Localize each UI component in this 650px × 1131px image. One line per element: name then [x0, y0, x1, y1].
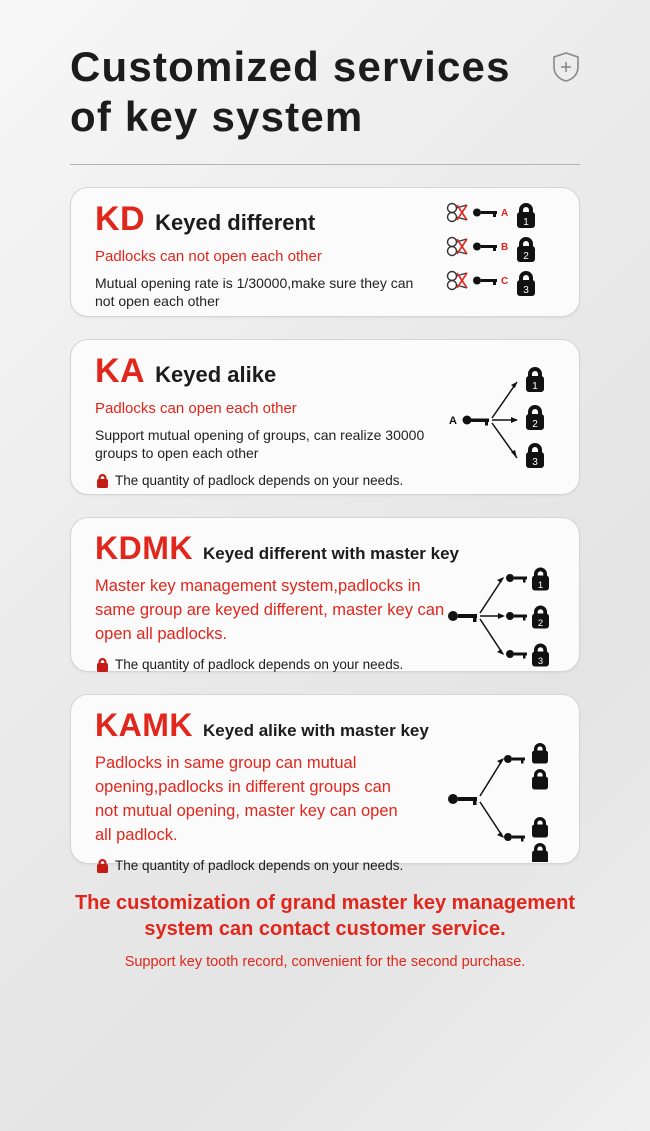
- card-kamk-diagram: [443, 737, 563, 862]
- card-kdmk: [70, 517, 580, 672]
- red-padlock-icon: [95, 857, 110, 874]
- card-kamk: [70, 694, 580, 873]
- card-ka: [70, 339, 580, 495]
- svg-text:1: 1: [537, 580, 544, 591]
- card-kamk-note-label: The quantity of padlock depends on your needs.: [115, 858, 404, 873]
- card-ka-description: Support mutual opening of groups, can realize 30000 groups to open each other: [95, 427, 425, 461]
- page-title: Customized services of key system: [70, 43, 511, 140]
- header: [70, 0, 580, 165]
- red-padlock-icon: [95, 656, 110, 673]
- card-kdmk-subtitle: Master key management system,padlocks in same group are keyed different, master key can open all padlocks.: [95, 577, 445, 643]
- svg-text:C: C: [501, 276, 509, 287]
- footer-headline: The customization of grand master key management system can contact customer service.: [74, 892, 576, 940]
- card-kdmk-diagram: [443, 562, 563, 672]
- card-kamk-subtitle: Padlocks in same group can mutual opening,padlocks in different groups can not mutual opening, master key can open all padlock.: [95, 754, 398, 844]
- card-kd-description: Mutual opening rate is 1/30000,make sure they can not open each other: [95, 275, 414, 309]
- card-kdmk-head: [95, 532, 559, 564]
- card-kdmk-note-label: The quantity of padlock depends on your needs.: [115, 657, 404, 672]
- card-kdmk-code: KDMK: [95, 530, 193, 566]
- card-kdmk-title: Keyed different with master key: [202, 544, 460, 563]
- svg-text:B: B: [501, 242, 509, 253]
- card-kd-title: Keyed different: [155, 210, 316, 235]
- card-ka-note-label: The quantity of padlock depends on your needs.: [115, 473, 404, 488]
- card-kamk-code: KAMK: [95, 707, 193, 743]
- svg-text:1: 1: [532, 381, 538, 392]
- svg-text:2: 2: [523, 251, 529, 262]
- card-kd: [70, 187, 580, 317]
- card-ka-code: KA: [95, 352, 146, 390]
- card-kd-code: KD: [95, 200, 146, 238]
- red-padlock-icon: [95, 472, 110, 489]
- footer: [70, 890, 580, 970]
- card-ka-diagram: [449, 362, 559, 477]
- card-ka-title: Keyed alike: [155, 362, 277, 387]
- svg-text:1: 1: [523, 217, 529, 228]
- svg-text:3: 3: [523, 285, 529, 296]
- header-divider: [70, 164, 580, 165]
- card-ka-subtitle: Padlocks can open each other: [95, 400, 297, 417]
- svg-text:3: 3: [537, 656, 544, 667]
- card-kd-diagram: [443, 202, 563, 312]
- svg-text:2: 2: [532, 419, 538, 430]
- shield-plus-icon: [552, 52, 580, 82]
- footer-subtext: Support key tooth record, convenient for the second purchase.: [124, 954, 526, 970]
- svg-text:A: A: [449, 415, 457, 427]
- card-kd-subtitle: Padlocks can not open each other: [95, 248, 322, 265]
- svg-text:2: 2: [537, 618, 544, 629]
- svg-text:3: 3: [532, 457, 538, 468]
- card-kamk-title: Keyed alike with master key: [202, 721, 429, 740]
- svg-text:A: A: [501, 208, 509, 219]
